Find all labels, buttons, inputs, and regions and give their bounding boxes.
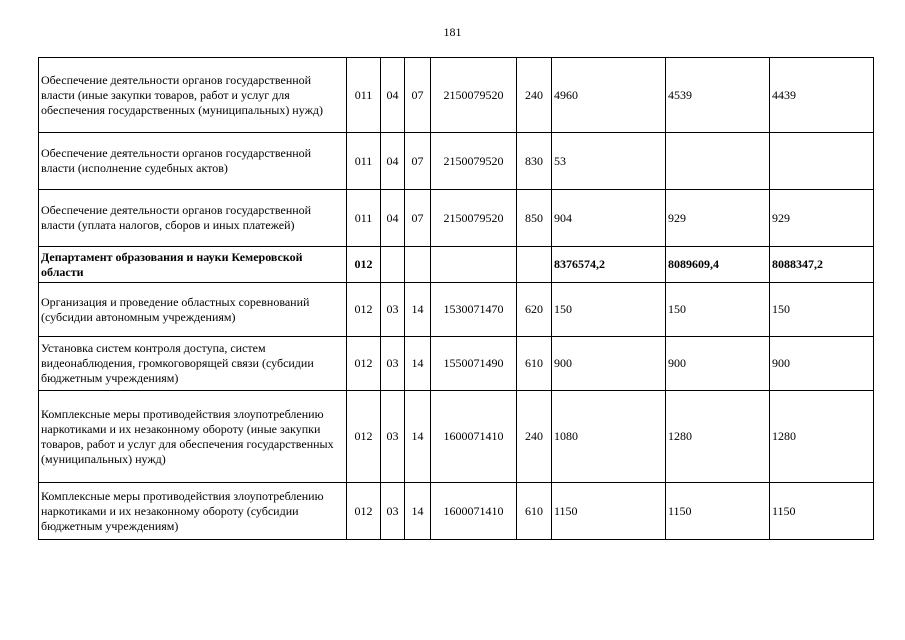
subsection-code: 14 [405,337,431,391]
amount-year-2: 1150 [666,483,770,540]
amount-year-1: 4960 [552,58,666,133]
table-row [39,391,874,483]
table-row [39,483,874,540]
amount-year-3: 4439 [770,58,874,133]
budget-item-name: Комплексные меры противодействия злоупотреблению наркотиками и их незаконному обороту (иные закупки товаров, работ и услуг для обеспечения государственных (муниципальных) нужд) [39,391,347,483]
amount-year-1: 53 [552,133,666,190]
ministry-code: 011 [347,133,381,190]
ministry-code: 012 [347,337,381,391]
budget-item-name: Обеспечение деятельности органов государственной власти (исполнение судебных актов) [39,133,347,190]
table-row [39,337,874,391]
section-code: 04 [381,133,405,190]
target-article-code: 1530071470 [431,283,517,337]
amount-year-2: 1280 [666,391,770,483]
expense-type-code: 240 [517,58,552,133]
amount-year-1: 1150 [552,483,666,540]
ministry-code: 012 [347,391,381,483]
expense-type-code: 240 [517,391,552,483]
amount-year-2: 8089609,4 [666,247,770,283]
target-article-code [431,247,517,283]
amount-year-3: 150 [770,283,874,337]
subsection-code: 14 [405,283,431,337]
budget-item-name: Установка систем контроля доступа, систем видеонаблюдения, громкоговорящей связи (субсидии бюджетным учреждениям) [39,337,347,391]
subsection-code: 07 [405,133,431,190]
amount-year-3 [770,133,874,190]
budget-item-name: Комплексные меры противодействия злоупотреблению наркотиками и их незаконному обороту (субсидии бюджетным учреждениям) [39,483,347,540]
target-article-code: 2150079520 [431,190,517,247]
table-row [39,133,874,190]
ministry-code: 012 [347,247,381,283]
table-row [39,190,874,247]
amount-year-3: 1150 [770,483,874,540]
expense-type-code: 850 [517,190,552,247]
table-row [39,247,874,283]
budget-table [38,57,874,540]
budget-item-name: Обеспечение деятельности органов государственной власти (иные закупки товаров, работ и услуг для обеспечения государственных (муниципальных) нужд) [39,58,347,133]
section-code: 03 [381,283,405,337]
amount-year-2: 929 [666,190,770,247]
amount-year-2: 900 [666,337,770,391]
amount-year-2: 150 [666,283,770,337]
amount-year-3: 1280 [770,391,874,483]
subsection-code [405,247,431,283]
ministry-code: 011 [347,190,381,247]
amount-year-3: 900 [770,337,874,391]
expense-type-code: 610 [517,483,552,540]
page-number: 181 [443,25,462,39]
subsection-code: 07 [405,190,431,247]
amount-year-3: 8088347,2 [770,247,874,283]
amount-year-2 [666,133,770,190]
target-article-code: 2150079520 [431,58,517,133]
budget-item-name: Обеспечение деятельности органов государственной власти (уплата налогов, сборов и иных платежей) [39,190,347,247]
section-code: 03 [381,391,405,483]
amount-year-1: 150 [552,283,666,337]
target-article-code: 1600071410 [431,483,517,540]
amount-year-2: 4539 [666,58,770,133]
section-code: 04 [381,58,405,133]
amount-year-1: 1080 [552,391,666,483]
expense-type-code: 620 [517,283,552,337]
target-article-code: 2150079520 [431,133,517,190]
section-code: 03 [381,483,405,540]
ministry-code: 012 [347,283,381,337]
ministry-code: 011 [347,58,381,133]
section-code: 04 [381,190,405,247]
amount-year-1: 8376574,2 [552,247,666,283]
budget-item-name: Организация и проведение областных соревнований (субсидии автономным учреждениям) [39,283,347,337]
section-code [381,247,405,283]
expense-type-code: 830 [517,133,552,190]
table-row [39,58,874,133]
amount-year-3: 929 [770,190,874,247]
amount-year-1: 900 [552,337,666,391]
target-article-code: 1550071490 [431,337,517,391]
expense-type-code: 610 [517,337,552,391]
budget-item-name: Департамент образования и науки Кемеровской области [39,247,347,283]
table-row [39,283,874,337]
target-article-code: 1600071410 [431,391,517,483]
ministry-code: 012 [347,483,381,540]
section-code: 03 [381,337,405,391]
subsection-code: 07 [405,58,431,133]
expense-type-code [517,247,552,283]
subsection-code: 14 [405,391,431,483]
amount-year-1: 904 [552,190,666,247]
subsection-code: 14 [405,483,431,540]
